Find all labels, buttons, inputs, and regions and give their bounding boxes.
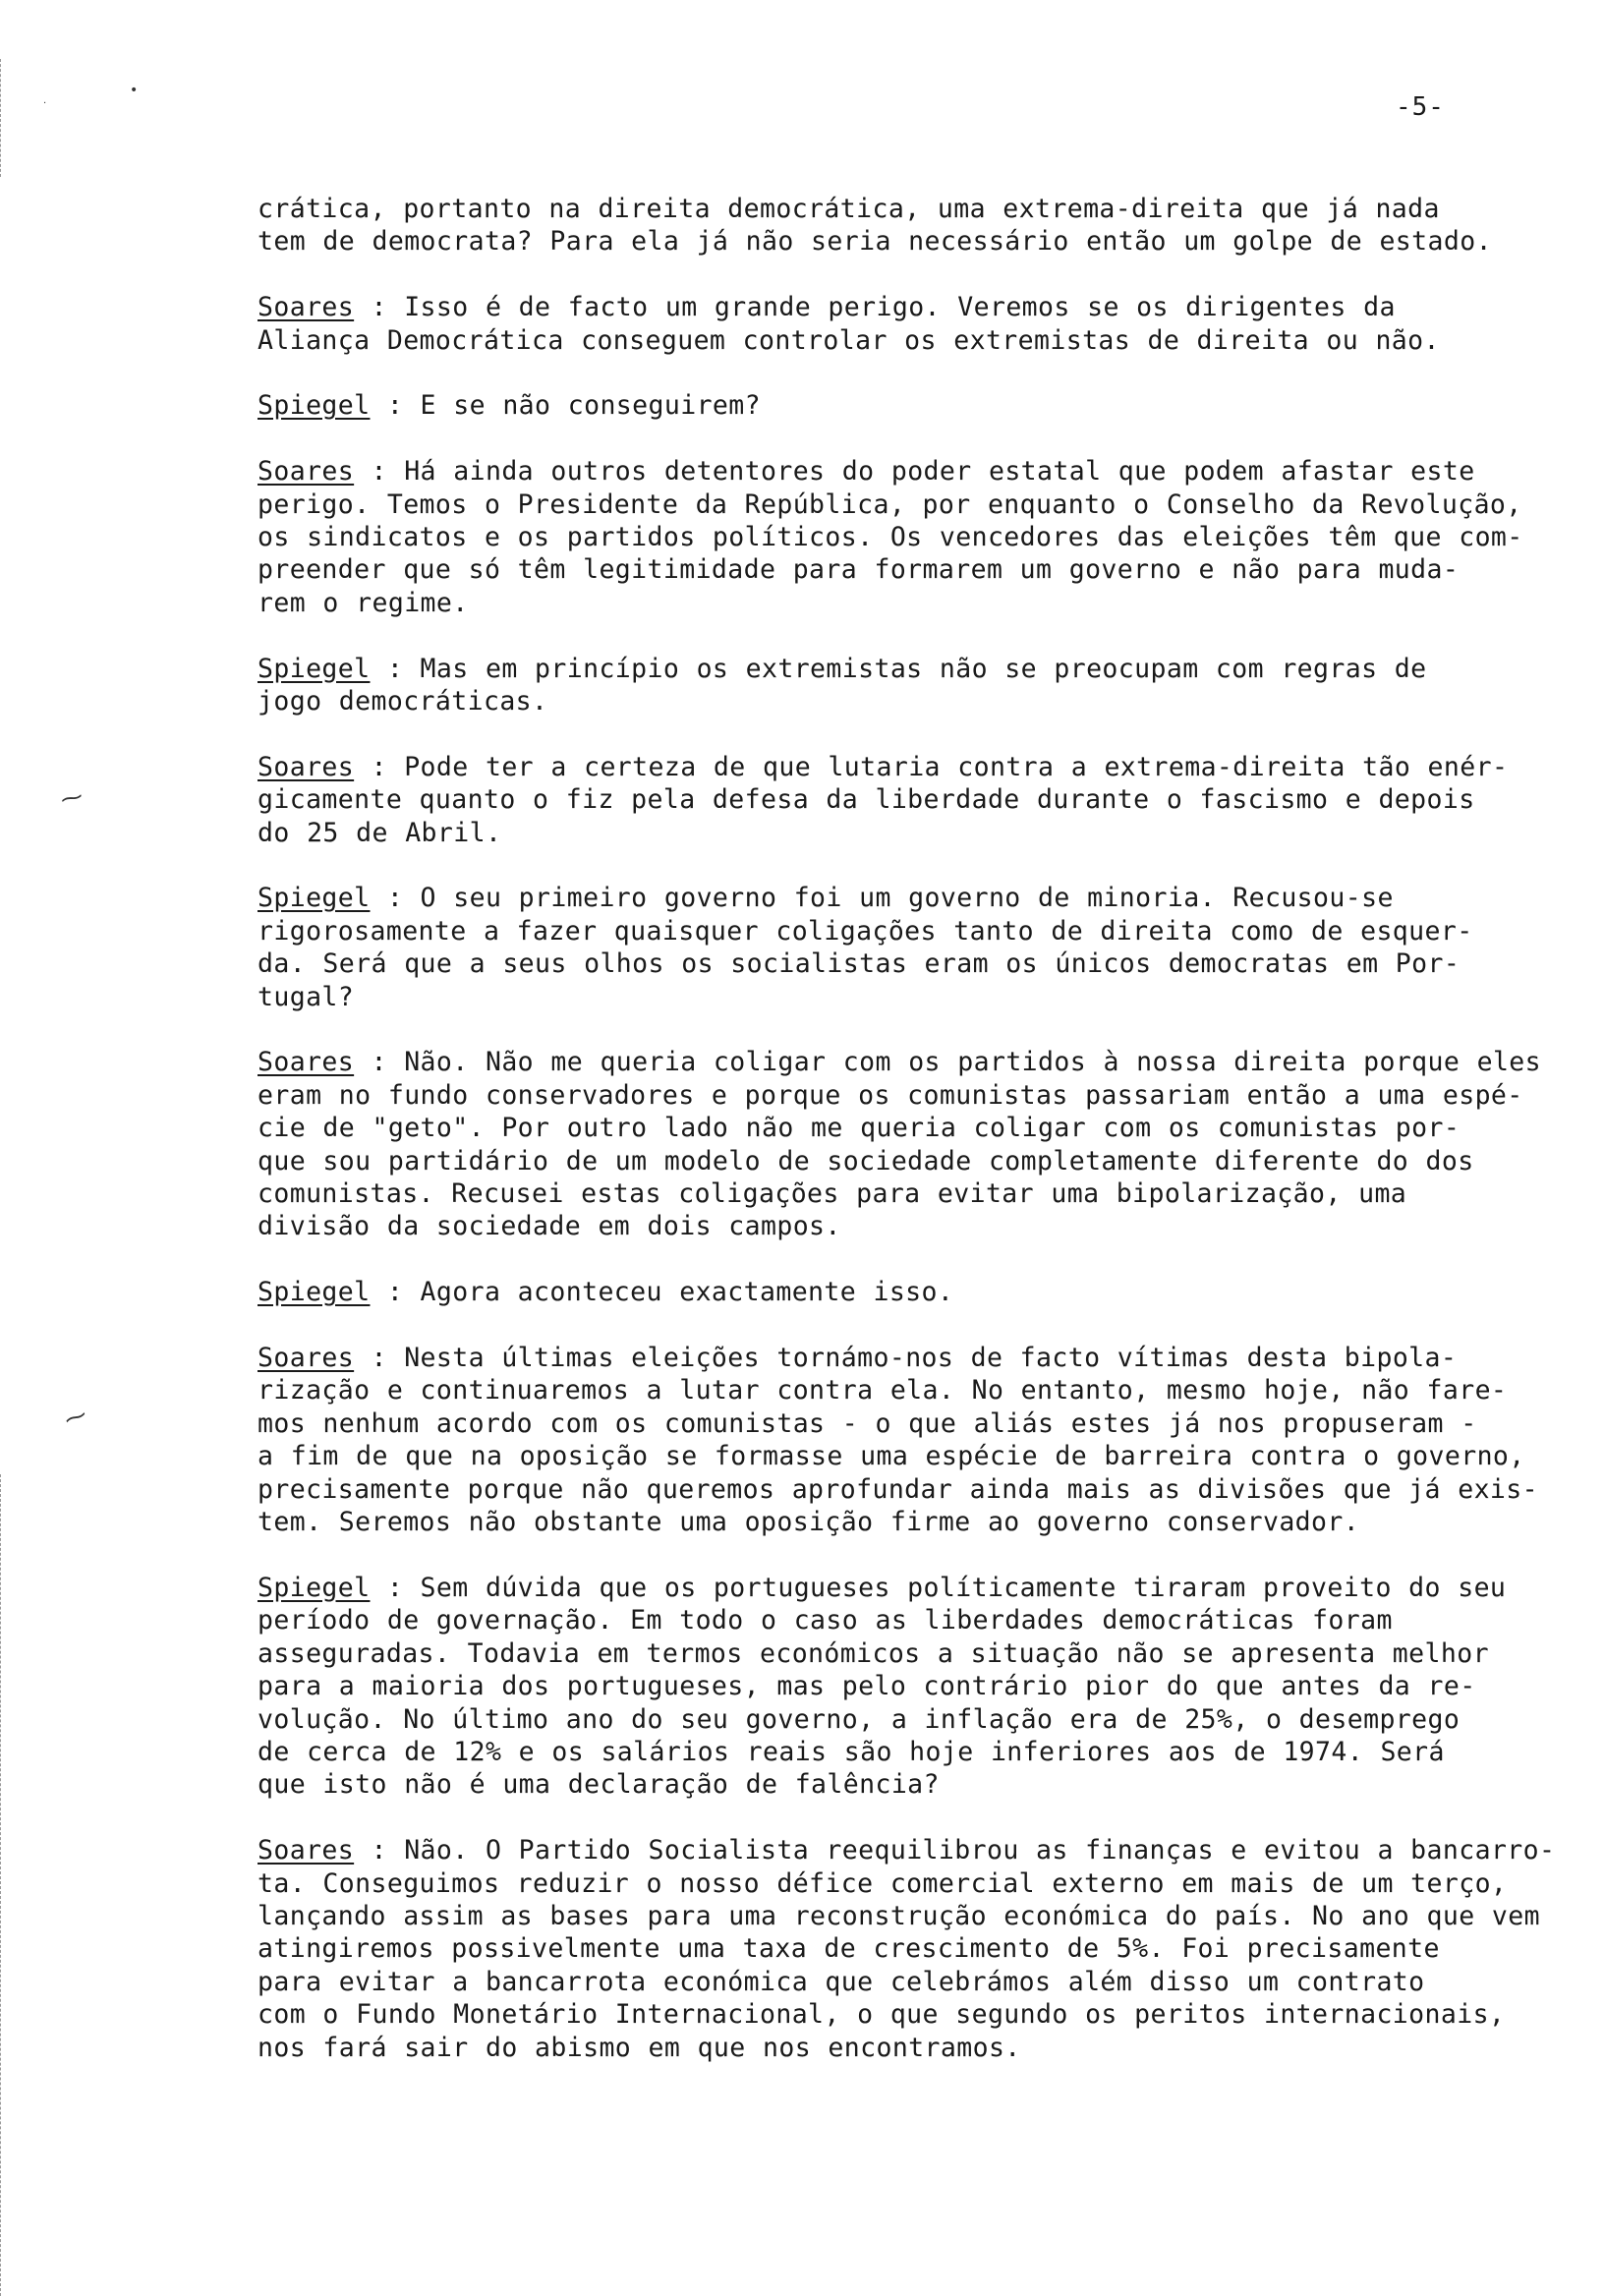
scan-mark: ⁓: [58, 783, 86, 814]
text-line: [258, 1374, 1565, 1406]
text-line: [258, 1342, 1565, 1374]
text-line: [258, 1145, 1565, 1177]
line-text: rigorosamente a fazer quaisquer coligações tanto de direita como de esquer-: [258, 915, 1473, 947]
interview-paragraph-spiegel: [258, 1572, 1565, 1802]
line-text: que isto não é uma declaração de falência?: [258, 1769, 940, 1801]
line-text: perigo. Temos o Presidente da República, por enquanto o Conselho da Revolução,: [258, 488, 1522, 520]
text-line: [258, 1407, 1565, 1440]
text-line: [258, 193, 1565, 225]
scan-edge-line: [0, 59, 3, 177]
line-text: gicamente quanto o fiz pela defesa da liberdade durante o fascismo e depois: [258, 784, 1475, 816]
scan-edge-line: [0, 1474, 3, 2296]
speaker-label: Spiegel: [258, 390, 371, 422]
speaker-label: Soares: [258, 751, 355, 782]
interview-paragraph: [258, 193, 1565, 258]
text-line: [258, 587, 1565, 619]
text-line: [258, 1046, 1565, 1078]
interview-paragraph-soares: [258, 751, 1565, 849]
speaker-label: Soares: [258, 456, 355, 488]
line-text: para evitar a bancarrota económica que celebrámos além disso um contrato: [258, 1966, 1425, 1997]
speaker-label: Spiegel: [258, 883, 371, 914]
text-line: [258, 1276, 1565, 1308]
speaker-label: Soares: [258, 1047, 355, 1078]
line-text: os sindicatos e os partidos políticos. Os vencedores das eleições têm que com-: [258, 522, 1523, 553]
line-text: atingiremos possivelmente uma taxa de crescimento de 5%. Foi precisamente: [258, 1933, 1440, 1965]
text-line: [258, 1768, 1565, 1801]
text-line: [258, 1079, 1565, 1112]
text-line: [258, 1703, 1565, 1736]
text-line: [258, 521, 1565, 553]
line-text: : Nesta últimas eleições tornámo-nos de facto vítimas desta bipola-: [354, 1343, 1458, 1374]
speaker-label: Soares: [258, 1835, 355, 1866]
text-line: [258, 2032, 1565, 2064]
line-text: com o Fundo Monetário Internacional, o que segundo os peritos internacionais,: [258, 1999, 1506, 2031]
speaker-label: Soares: [258, 1343, 355, 1374]
text-line: [258, 1834, 1565, 1866]
interview-paragraph-spiegel: [258, 653, 1565, 718]
text-line: [258, 324, 1565, 357]
line-text: que sou partidário de um modelo de sociedade completamente diferente do dos: [258, 1145, 1474, 1177]
document-body: [258, 193, 1565, 2096]
line-text: : Há ainda outros detentores do poder estatal que podem afastar este: [354, 456, 1475, 488]
line-text: do 25 de Abril.: [258, 817, 502, 848]
text-line: [258, 1177, 1565, 1210]
text-line: [258, 1932, 1565, 1965]
text-line: [258, 1572, 1565, 1604]
text-line: [258, 1637, 1565, 1670]
line-text: jogo democráticas.: [258, 686, 548, 718]
text-line: [258, 1998, 1565, 2031]
text-line: [258, 1604, 1565, 1636]
line-text: nos fará sair do abismo em que nos encontramos.: [258, 2032, 1021, 2063]
scan-dot: ·: [43, 98, 47, 109]
line-text: período de governação. Em todo o caso as liberdades democráticas foram: [258, 1605, 1393, 1636]
text-line: [258, 751, 1565, 783]
line-text: de cerca de 12% e os salários reais são hoje inferiores aos de 1974. Será: [258, 1736, 1445, 1767]
line-text: eram no fundo conservadores e porque os comunistas passariam então a uma espé-: [258, 1079, 1523, 1111]
line-text: : Pode ter a certeza de que lutaria contra a extrema-direita tão enér-: [354, 751, 1509, 782]
line-text: preender que só têm legitimidade para formarem um governo e não para muda-: [258, 554, 1460, 586]
interview-paragraph-soares: [258, 1342, 1565, 1538]
line-text: divisão da sociedade em dois campos.: [258, 1211, 841, 1242]
text-line: [258, 1900, 1565, 1932]
text-line: [258, 915, 1565, 947]
line-text: : Agora aconteceu exactamente isso.: [370, 1277, 954, 1308]
line-text: ta. Conseguimos reduzir o nosso défice comercial externo em mais de um terço,: [258, 1867, 1508, 1899]
interview-paragraph-soares: [258, 455, 1565, 619]
speaker-label: Spiegel: [258, 1277, 371, 1308]
text-line: [258, 817, 1565, 849]
text-line: [258, 1506, 1565, 1538]
text-line: [258, 947, 1565, 980]
text-line: [258, 389, 1565, 422]
line-text: a fim de que na oposição se formasse uma espécie de barreira contra o governo,: [258, 1441, 1525, 1472]
text-line: [258, 1473, 1565, 1506]
text-line: [258, 1112, 1565, 1144]
line-text: rização e continuaremos a lutar contra ela. No entanto, mesmo hoje, não fare-: [258, 1375, 1508, 1406]
interview-paragraph-soares: [258, 1046, 1565, 1242]
line-text: : Não. O Partido Socialista reequilibrou as finanças e evitou a bancarro-: [354, 1835, 1556, 1866]
line-text: Aliança Democrática conseguem controlar os extremistas de direita ou não.: [258, 324, 1440, 356]
speaker-label: Spiegel: [258, 1572, 371, 1603]
text-line: [258, 783, 1565, 816]
interview-paragraph-spiegel: [258, 1276, 1565, 1308]
text-line: [258, 981, 1565, 1013]
line-text: tem. Seremos não obstante uma oposição firme ao governo conservador.: [258, 1507, 1360, 1538]
text-line: [258, 685, 1565, 718]
text-line: [258, 1440, 1565, 1472]
interview-paragraph-soares: [258, 291, 1565, 357]
interview-paragraph-spiegel: [258, 389, 1565, 422]
line-text: : Mas em princípio os extremistas não se preocupam com regras de: [370, 653, 1427, 684]
line-text: : O seu primeiro governo foi um governo de minoria. Recusou-se: [370, 883, 1394, 914]
line-text: rem o regime.: [258, 587, 469, 618]
line-text: crática, portanto na direita democrática, uma extrema-direita que já nada: [258, 194, 1440, 224]
text-line: [258, 225, 1565, 258]
speaker-label: Spiegel: [258, 653, 371, 684]
page-number: -5-: [1396, 92, 1445, 122]
line-text: mos nenhum acordo com os comunistas - o que aliás estes já nos propuseram -: [258, 1407, 1477, 1439]
line-text: asseguradas. Todavia em termos económicos a situação não se apresenta melhor: [258, 1637, 1489, 1669]
line-text: tugal?: [258, 981, 355, 1012]
text-line: [258, 1670, 1565, 1702]
interview-paragraph-soares: [258, 1834, 1565, 2064]
text-line: [258, 553, 1565, 586]
text-line: [258, 653, 1565, 685]
text-line: [258, 1210, 1565, 1242]
line-text: : Sem dúvida que os portugueses políticamente tiraram proveito do seu: [370, 1572, 1507, 1603]
text-line: [258, 1966, 1565, 1998]
text-line: [258, 488, 1565, 521]
scan-dot: •: [130, 83, 139, 98]
line-text: precisamente porque não queremos aprofundar ainda mais as divisões que já exis-: [258, 1473, 1538, 1505]
line-text: volução. No último ano do seu governo, a inflação era de 25%, o desemprego: [258, 1703, 1461, 1735]
line-text: : Isso é de facto um grande perigo. Veremos se os dirigentes da: [354, 292, 1396, 323]
speaker-label: Soares: [258, 292, 355, 323]
interview-paragraph-spiegel: [258, 882, 1565, 1013]
line-text: da. Será que a seus olhos os socialistas eram os únicos democratas em Por-: [258, 948, 1461, 980]
line-text: para a maioria dos portugueses, mas pelo contrário pior do que antes da re-: [258, 1671, 1476, 1702]
line-text: tem de democrata? Para ela já não seria necessário então um golpe de estado.: [258, 226, 1492, 258]
text-line: [258, 1867, 1565, 1900]
line-text: lançando assim as bases para uma reconstrução económica do país. No ano que vem: [258, 1900, 1540, 1931]
text-line: [258, 455, 1565, 488]
text-line: [258, 291, 1565, 323]
text-line: [258, 1736, 1565, 1768]
line-text: cie de "geto". Por outro lado não me queria coligar com os comunistas por-: [258, 1113, 1461, 1144]
line-text: comunistas. Recusei estas coligações para evitar uma bipolarização, uma: [258, 1178, 1407, 1210]
line-text: : Não. Não me queria coligar com os partidos à nossa direita porque eles: [354, 1047, 1542, 1078]
line-text: : E se não conseguirem?: [370, 390, 761, 422]
text-line: [258, 882, 1565, 914]
scan-mark: ⁓: [61, 1402, 90, 1434]
